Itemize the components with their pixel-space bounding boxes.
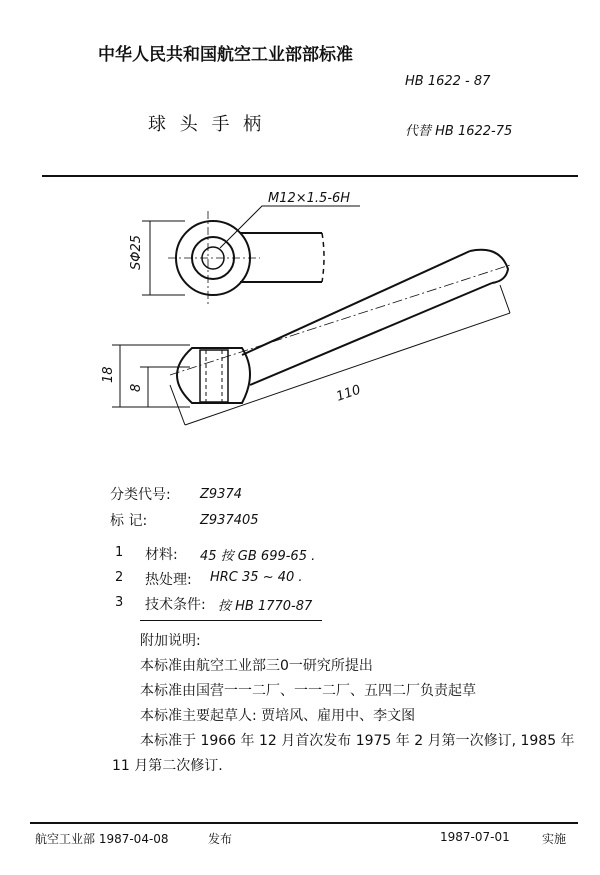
issuer-title: 中华人民共和国航空工业部部标准 <box>98 45 353 65</box>
class-code-value: Z9374 <box>200 487 242 502</box>
spec-num: 2 <box>115 570 124 585</box>
top-view-arm <box>240 233 322 282</box>
note-line: 11 月第二次修订. <box>112 758 223 774</box>
note-line: 本标准于 1966 年 12 月首次发布 1975 年 2 月第一次修订, 1985 年 <box>140 733 575 749</box>
standard-code: HB 1622 - 87 <box>405 74 491 89</box>
document-title: 球 头 手 柄 <box>148 114 266 135</box>
spec-num: 1 <box>115 545 124 560</box>
effective-date: 1987-07-01 <box>440 830 510 844</box>
spec-value: 按 HB 1770-87 <box>218 599 313 614</box>
spec-label: 热处理: <box>145 572 192 588</box>
notes-heading: 附加说明: <box>140 633 201 649</box>
effective-word: 实施 <box>542 832 567 846</box>
sphere-diameter-label: SΦ25 <box>129 234 144 270</box>
note-line: 本标准主要起草人: 贾培风、雇用中、李文图 <box>140 708 416 724</box>
spec-label: 材料: <box>145 547 178 563</box>
spec-label: 技术条件: <box>145 597 206 613</box>
side-view-ball <box>177 348 250 403</box>
mark-label: 标 记: <box>110 513 148 529</box>
height-label: 18 <box>101 366 116 383</box>
thread-label: M12×1.5-6H <box>268 191 351 206</box>
published-word: 发布 <box>208 832 233 846</box>
footer-divider <box>30 822 578 824</box>
spec-value: HRC 35 ~ 40 . <box>210 570 303 585</box>
header-divider <box>42 175 578 177</box>
class-code-label: 分类代号: <box>110 487 171 503</box>
boss-label: 8 <box>129 383 144 392</box>
spec-num: 3 <box>115 595 124 610</box>
ball-handle-drawing <box>90 185 550 475</box>
mark-value: Z937405 <box>200 513 259 528</box>
handle-tip <box>470 250 508 283</box>
length-label: 110 <box>334 382 363 405</box>
supersedes-code: 代替 HB 1622-75 <box>405 124 513 139</box>
spec-value: 45 按 GB 699-65 . <box>200 549 316 564</box>
note-line: 本标准由航空工业部三0一研究所提出 <box>140 658 373 674</box>
note-line: 本标准由国营一一二厂、一一二厂、五四二厂负责起草 <box>140 683 476 699</box>
publisher-date: 航空工业部 1987-04-08 <box>35 832 169 846</box>
spec-divider <box>140 620 322 621</box>
